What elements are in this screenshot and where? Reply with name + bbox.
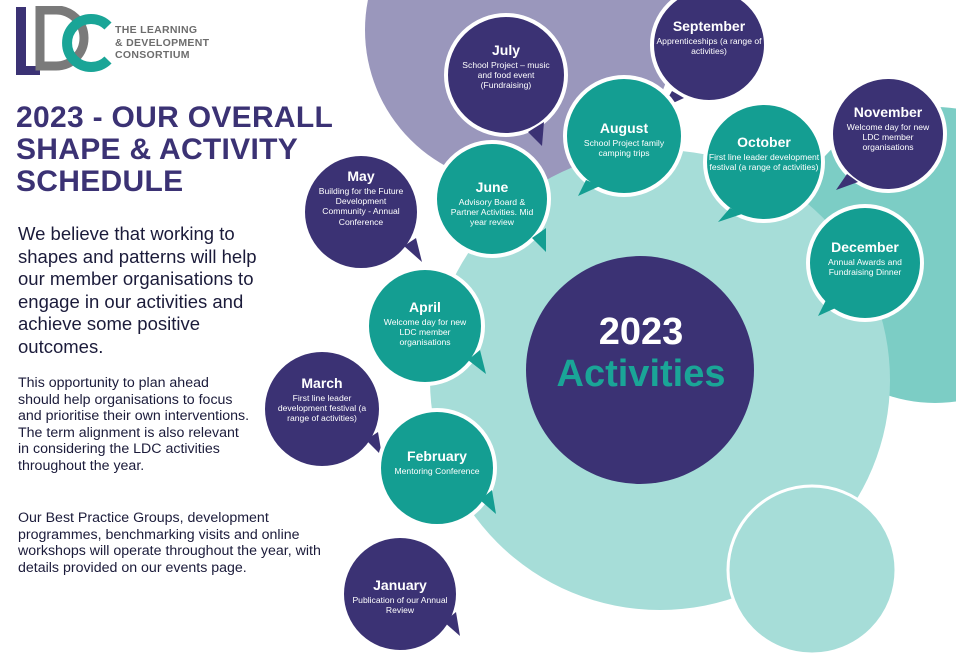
month-description: Welcome day for new LDC member organisations (846, 122, 930, 153)
logo-line-2: & DEVELOPMENT (115, 36, 210, 49)
month-may (318, 168, 404, 227)
month-name: February (407, 448, 467, 464)
month-name: July (491, 42, 520, 58)
title-line-1: 2023 - OUR OVERALL (16, 101, 334, 134)
month-name: May (347, 168, 375, 184)
month-april (378, 299, 472, 348)
month-name: October (737, 134, 791, 150)
bottom-right-bubble (728, 486, 896, 654)
month-description: First line leader development festival (a range of activities) (277, 393, 367, 424)
logo-wordmark (115, 24, 209, 62)
body-paragraph-1: This opportunity to plan ahead should help organisations to focus and prioritise their own interventions. The term alignment is also relevant in considering the LDC activities throughout the year. (18, 375, 250, 474)
month-description: Advisory Board & Partner Activities. Mid year review (450, 197, 534, 228)
month-september (654, 18, 764, 56)
intro-text: We believe that working to shapes and patterns will help our member organisations to engage in our activities and achieve some positive outcomes. (18, 223, 257, 357)
month-august (572, 120, 676, 158)
month-november (840, 104, 936, 153)
month-name: December (831, 239, 899, 255)
month-description: Annual Awards and Fundraising Dinner (828, 257, 902, 278)
month-description: Welcome day for new LDC member organisations (383, 317, 467, 348)
month-description: Mentoring Conference (394, 466, 480, 476)
month-description: Building for the Future Development Community - Annual Conference (318, 186, 404, 227)
title-line-2: SHAPE & ACTIVITY (16, 133, 299, 166)
center-year: 2023 (598, 311, 684, 353)
logo-line-3: CONSORTIUM (115, 49, 190, 61)
month-name: November (853, 104, 923, 120)
month-march (272, 375, 372, 424)
month-june (447, 179, 537, 228)
month-description: Publication of our Annual Review (352, 595, 448, 616)
month-october (708, 134, 820, 172)
month-name: June (475, 179, 509, 195)
month-description: First line leader development festival (a range of activities) (708, 152, 820, 173)
month-january (352, 577, 448, 615)
title-line-3: SCHEDULE (16, 165, 184, 198)
month-name: January (373, 577, 427, 593)
month-december (816, 239, 914, 277)
month-description: School Project – music and food event (Fundraising) (462, 60, 550, 91)
month-february (389, 448, 485, 476)
month-name: April (409, 299, 441, 315)
month-description: Apprenticeships (a range of activities) (656, 36, 762, 57)
month-name: March (301, 375, 343, 391)
body-paragraph-2: Our Best Practice Groups, development programmes, benchmarking visits and online workshops will operate throughout the year, with details provided on our events page. (18, 510, 321, 576)
month-july (456, 42, 556, 91)
center-heading (526, 310, 756, 394)
month-name: September (672, 18, 746, 34)
logo-line-1: THE LEARNING (115, 24, 198, 36)
center-label: Activities (556, 353, 726, 395)
month-description: School Project family camping trips (583, 138, 665, 159)
month-name: August (599, 120, 649, 136)
